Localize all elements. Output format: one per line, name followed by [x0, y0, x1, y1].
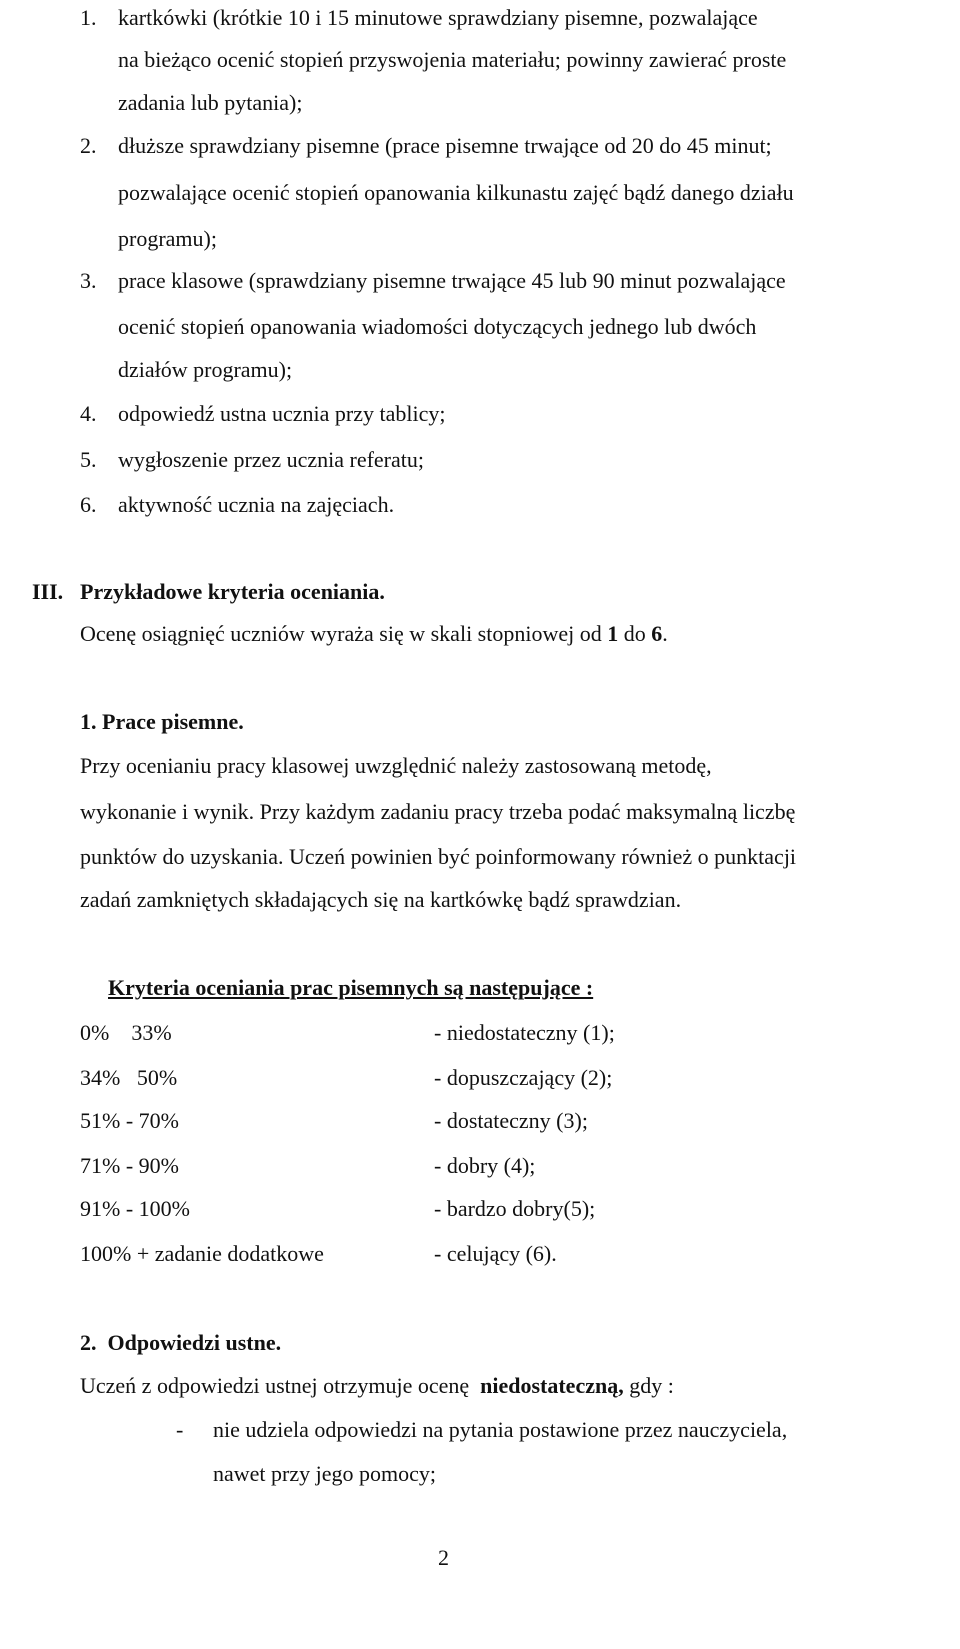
grade-name: - celujący (6). — [434, 1241, 557, 1266]
paragraph-line: Przy ocenianiu pracy klasowej uwzględnić należy zastosowaną metodę, — [80, 753, 712, 778]
scale-max: 6 — [651, 621, 663, 646]
list-item-text: zadania lub pytania); — [118, 90, 303, 115]
list-number: 3. — [80, 268, 97, 293]
list-item-text: aktywność ucznia na zajęciach. — [118, 492, 395, 517]
paragraph-line: wykonanie i wynik. Przy każdym zadaniu pracy trzeba podać maksymalną liczbę — [80, 799, 796, 824]
list-item-text: prace klasowe (sprawdziany pisemne trwające 45 lub 90 minut pozwalające — [118, 268, 786, 293]
grade-name: - niedostateczny (1); — [434, 1020, 615, 1045]
section-intro — [80, 621, 668, 647]
criteria-heading: Kryteria oceniania prac pisemnych są następujące : — [108, 975, 594, 1000]
grade-name: - dopuszczający (2); — [434, 1065, 613, 1090]
list-item-text: działów programu); — [118, 357, 293, 382]
grade-name: - dobry (4); — [434, 1153, 536, 1178]
intro-text: Ocenę osiągnięć uczniów wyraża się w skali stopniowej od — [80, 621, 608, 646]
subsection-intro — [80, 1373, 674, 1399]
list-number: 5. — [80, 447, 97, 472]
list-number: 4. — [80, 401, 97, 426]
subsection-title: 2. Odpowiedzi ustne. — [80, 1330, 282, 1355]
bullet-text: nawet przy jego pomocy; — [213, 1461, 436, 1486]
grade-name: - bardzo dobry(5); — [434, 1196, 596, 1221]
section-heading: Przykładowe kryteria oceniania. — [80, 579, 385, 604]
list-item-text: wygłoszenie przez ucznia referatu; — [118, 447, 424, 472]
bullet-marker: - — [176, 1417, 184, 1442]
grade-range: 91% - 100% — [80, 1196, 190, 1221]
grade-range: 71% - 90% — [80, 1153, 179, 1178]
intro-text: Uczeń z odpowiedzi ustnej otrzymuje ocenę — [80, 1373, 481, 1398]
intro-text: . — [662, 621, 668, 646]
section-numeral: III. — [32, 579, 64, 604]
intro-text: do — [618, 621, 652, 646]
list-number: 1. — [80, 5, 97, 30]
list-item-text: dłuższe sprawdziany pisemne (prace pisemne trwające od 20 do 45 minut; — [118, 133, 772, 158]
list-number: 6. — [80, 492, 97, 517]
list-item-text: kartkówki (krótkie 10 i 15 minutowe sprawdziany pisemne, pozwalające — [118, 5, 758, 30]
grade-range: 51% - 70% — [80, 1108, 179, 1133]
paragraph-line: punktów do uzyskania. Uczeń powinien być poinformowany również o punktacji — [80, 844, 797, 869]
list-item-text: na bieżąco ocenić stopień przyswojenia materiału; powinny zawierać proste — [118, 47, 787, 72]
grade-range: 100% + zadanie dodatkowe — [80, 1241, 324, 1266]
intro-text: gdy : — [623, 1373, 674, 1398]
bullet-text: nie udziela odpowiedzi na pytania postawione przez nauczyciela, — [213, 1417, 788, 1442]
paragraph-line: zadań zamkniętych składających się na kartkówkę bądź sprawdzian. — [80, 887, 682, 912]
grade-name: - dostateczny (3); — [434, 1108, 588, 1133]
list-number: 2. — [80, 133, 97, 158]
scale-min: 1 — [607, 621, 619, 646]
list-item-text: programu); — [118, 226, 217, 251]
grade-range: 0% 33% — [80, 1020, 172, 1045]
subsection-title: 1. Prace pisemne. — [80, 709, 244, 734]
grade-emphasis: niedostateczną, — [480, 1373, 624, 1398]
page-number: 2 — [438, 1545, 449, 1570]
grade-range: 34% 50% — [80, 1065, 178, 1090]
list-item-text: ocenić stopień opanowania wiadomości dotyczących jednego lub dwóch — [118, 314, 757, 339]
list-item-text: odpowiedź ustna ucznia przy tablicy; — [118, 401, 446, 426]
list-item-text: pozwalające ocenić stopień opanowania kilkunastu zajęć bądź danego działu — [118, 180, 794, 205]
